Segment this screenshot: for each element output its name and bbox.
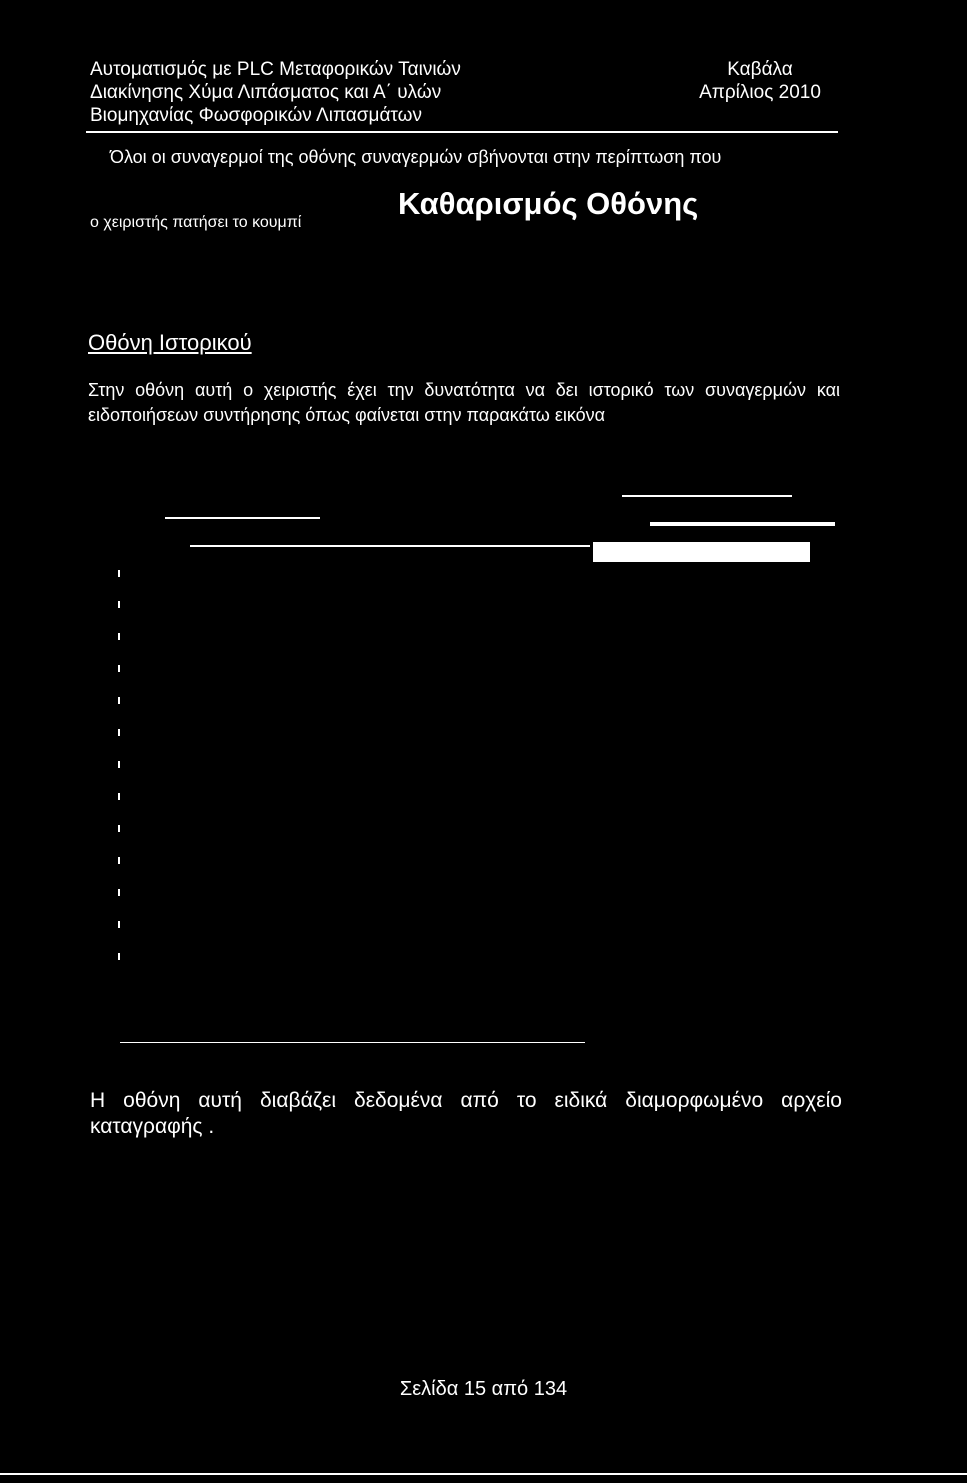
document-header-left (90, 58, 461, 127)
scan-dash (118, 825, 120, 832)
scan-dash (118, 697, 120, 704)
clear-note-line-2: ο χειριστής πατήσει το κουμπί (90, 214, 302, 231)
page-number: Σελίδα 15 από 134 (399, 1378, 568, 1400)
clear-note-line-1: Όλοι οι συναγερμοί της οθόνης συναγερμών σβήνονται στην περίπτωση που (110, 147, 722, 167)
section-paragraph: Στην οθόνη αυτή ο χειριστής έχει την δυνατότητα να δει ιστορικό των συναγερμών και ειδοποιήσεων συντήρησης όπως φαίνεται στην παρακάτω εικόνα (88, 380, 840, 425)
header-date: Απρίλιος 2010 (699, 82, 821, 103)
scan-line (190, 545, 590, 547)
clear-screen-button-label: Καθαρισμός Οθόνης (398, 186, 699, 221)
scan-dash (118, 729, 120, 736)
header-divider (86, 131, 838, 133)
scan-dash (118, 601, 120, 608)
scan-dash (118, 921, 120, 928)
scan-dash (118, 633, 120, 640)
scan-line (622, 495, 792, 497)
scan-dash (118, 953, 120, 960)
scan-dash (118, 761, 120, 768)
header-line-2: Διακίνησης Χύμα Λιπάσματος και Α΄ υλών (90, 82, 442, 103)
section-paragraph-2: Η οθόνη αυτή διαβάζει δεδομένα από το ειδικά διαμορφωμένο αρχείο καταγραφής . (90, 1089, 842, 1138)
scan-dash (118, 793, 120, 800)
scan-line (120, 1042, 585, 1043)
footer-divider (0, 1473, 967, 1475)
header-city: Καβάλα (727, 59, 793, 80)
header-line-1: Αυτοματισμός με PLC Μεταφορικών Ταινιών (90, 59, 461, 80)
scan-dash (118, 570, 120, 577)
scan-dash (118, 665, 120, 672)
document-header-right (690, 58, 830, 104)
scan-block (593, 542, 810, 562)
header-line-3: Βιομηχανίας Φωσφορικών Λιπασμάτων (90, 105, 422, 126)
scan-line (650, 522, 835, 526)
scan-dash (118, 857, 120, 864)
scan-dash (118, 889, 120, 896)
scan-line (165, 517, 320, 519)
section-title: Οθόνη Ιστορικού (88, 330, 252, 355)
